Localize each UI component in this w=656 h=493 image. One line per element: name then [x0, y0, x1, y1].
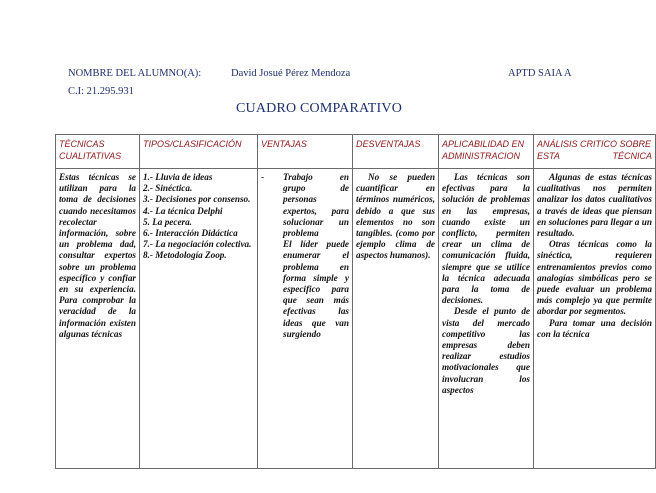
list-item: 1.- Lluvia de ideas	[143, 172, 213, 182]
analisis-paragraph: Otras técnicas como la sinéctica, requieren entrenamientos previos como analogías simbólicas pero se puede evaluar un problema más complejo ya que permite abordar por segmentos.	[537, 239, 652, 317]
analisis-paragraph: Para tomar una decisión con la técnica	[537, 317, 652, 339]
column-header-analisis: ANÁLISIS CRITICO SOBRE ESTA TÉCNICA	[534, 135, 656, 169]
list-item: 8.- Metodología Zoop.	[143, 250, 227, 261]
column-header-desventajas: DESVENTAJAS	[353, 135, 439, 169]
cell-aplicabilidad	[439, 169, 534, 469]
cell-desventajas	[353, 169, 439, 469]
cell-tipos	[140, 169, 258, 469]
ci-number: C.I: 21.295.931	[68, 86, 134, 97]
aplicabilidad-paragraph: Las técnicas son efectivas para la solución de problemas en las empresas, cuando existe un conflicto, permiten crear un clima de comunicación fluida, siempre que se utilice la técnica adecuada para la toma de decisiones.	[442, 172, 530, 306]
list-item: 7.- La negociación colectiva.	[143, 239, 252, 250]
column-header-tecnicas: TÉCNICAS CUALITATIVAS	[56, 135, 140, 169]
page-title: CUADRO COMPARATIVO	[235, 101, 403, 116]
aplicabilidad-paragraph: Desde el punto de vista del mercado competitivo las empresas deben realizar estudios motivacionales que involucran los aspectos	[442, 306, 530, 395]
comparison-table	[55, 134, 656, 469]
table-header-row	[56, 135, 656, 169]
list-item: 4.- La técnica Delphi	[143, 205, 223, 216]
analisis-paragraph: Algunas de estas técnicas cualitativas nos permiten analizar los datos cualitativos a través de ideas que piensan en soluciones para llegar a un resultado.	[537, 172, 652, 239]
column-header-tipos: TIPOS/CLASIFICACIÓN	[140, 135, 258, 169]
cell-ventajas	[258, 169, 353, 469]
list-item: 6.- Interacción Didáctica	[143, 228, 238, 239]
list-item: 2.- Sinéctica.	[143, 183, 193, 194]
cell-analisis	[534, 169, 656, 469]
column-header-aplicabilidad: APLICABILIDAD EN ADMINISTRACION	[439, 135, 534, 169]
list-item: 5. La pecera.	[143, 216, 192, 227]
cell-tecnicas: Estas técnicas se utilizan para la toma de decisiones cuando necesitamos recolectar información, sobre un problema dad, consultar expertos sobre un problema específico y confiar en su experiencia. Para comprobar la veracidad de la información existen algunas técnicas	[56, 169, 140, 469]
desventajas-text: No se pueden cuantificar en términos numéricos, debido a que sus elementos no son tangibles. (como por ejemplo clima de aspectos humanos).	[356, 172, 435, 261]
table-row	[56, 169, 656, 469]
list-item: 3.- Decisiones por consenso.	[143, 194, 251, 205]
column-header-ventajas: VENTAJAS	[258, 135, 353, 169]
list-item: - Trabajo en grupo de personas expertos, para solucionar un problema	[261, 172, 349, 239]
course-code: APTD SAIA A	[508, 68, 572, 79]
list-item: El líder puede enumerar el problema en forma simple y especifico para que sean más efectivas las ideas que van surgiendo	[283, 239, 349, 339]
student-label: NOMBRE DEL ALUMNO(A):	[68, 68, 202, 79]
student-name: David Josué Pérez Mendoza	[231, 68, 351, 79]
